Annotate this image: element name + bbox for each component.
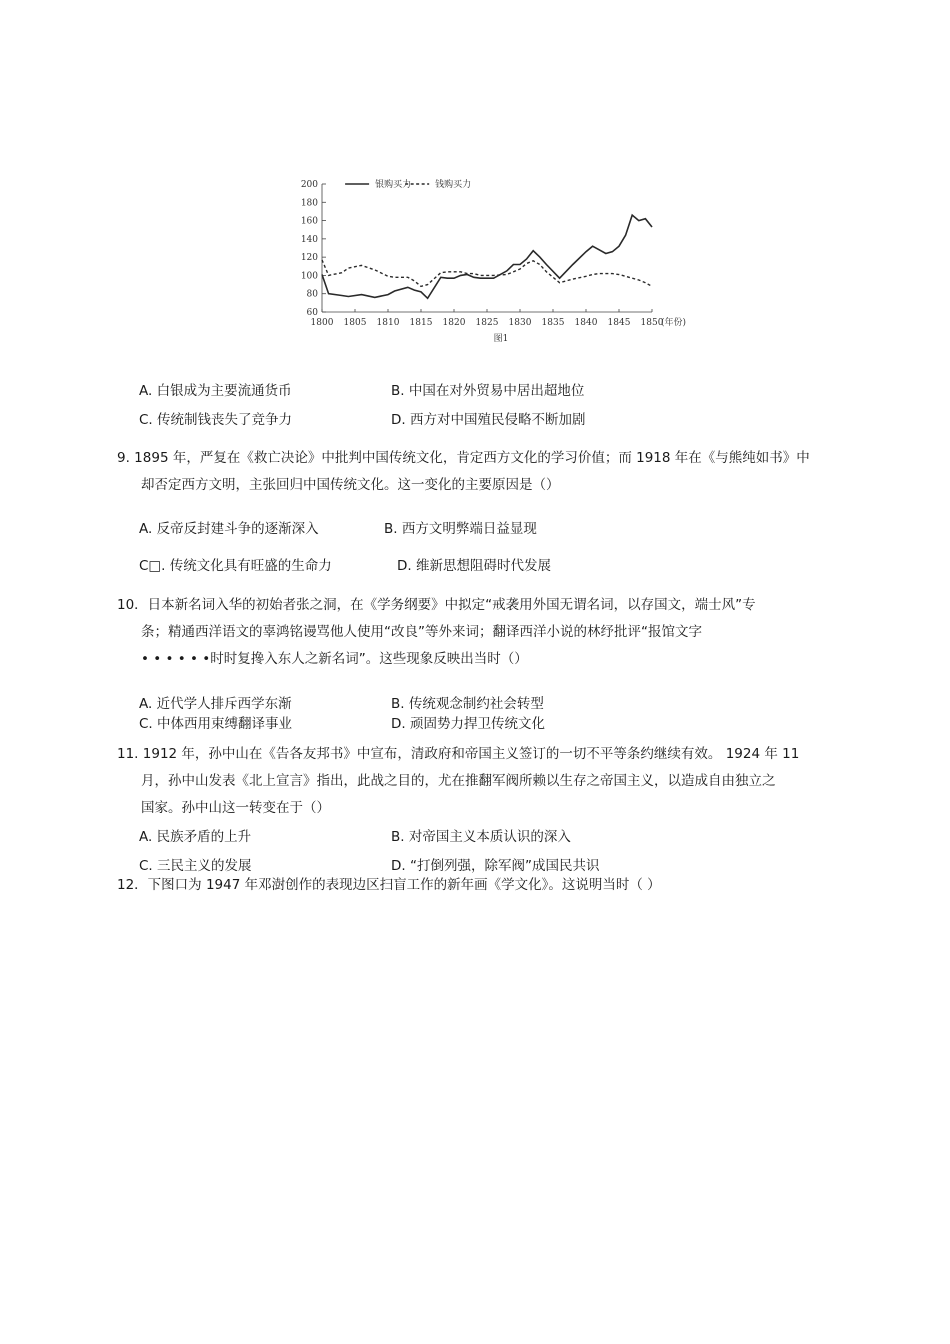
q11-line-2: 月，孙中山发表《北上宣言》指出，此战之目的，尤在推翻军阀所赖以生存之帝国主义，以造成自由独立之 bbox=[141, 773, 776, 789]
q11-line-3: 国家。孙中山这一转变在于（） bbox=[141, 800, 330, 816]
purchasing-power-chart bbox=[280, 170, 687, 350]
x-tick-label: 1815 bbox=[409, 318, 433, 328]
x-tick-label: 1845 bbox=[607, 318, 631, 328]
q10-option-c: C. 中体西用束缚翻译事业 bbox=[139, 716, 293, 732]
q8-option-b: B. 中国在对外贸易中居出超地位 bbox=[391, 383, 585, 399]
x-tick-label: 1800 bbox=[310, 318, 334, 328]
q9-stem bbox=[117, 445, 810, 499]
y-tick-label: 100 bbox=[300, 271, 318, 282]
y-tick-label: 160 bbox=[300, 216, 318, 227]
chart-svg bbox=[280, 170, 687, 350]
x-tick-label: 1805 bbox=[343, 318, 367, 328]
q9-option-b: B. 西方文明弊端日益显现 bbox=[384, 521, 537, 537]
x-tick-label: 1835 bbox=[541, 318, 565, 328]
x-tick-label: 1840 bbox=[574, 318, 598, 328]
q10-option-b: B. 传统观念制约社会转型 bbox=[391, 696, 544, 712]
series-line-2 bbox=[322, 260, 652, 287]
q11-line-1: 11. 1912 年，孙中山在《告各友邦书》中宣布，清政府和帝国主义签订的一切不平等条约继续有效。 1924 年 11 bbox=[117, 746, 800, 762]
x-tick-label: 1825 bbox=[475, 318, 499, 328]
q8-option-a: A. 白银成为主要流通货币 bbox=[139, 383, 292, 399]
q11-option-b: B. 对帝国主义本质认识的深入 bbox=[391, 829, 571, 845]
q10-option-a: A. 近代学人排斥西学东渐 bbox=[139, 696, 292, 712]
q9-line-1: 9. 1895 年，严复在《救亡决论》中批判中国传统文化，肯定西方文化的学习价值；而 1918 年在《与熊纯如书》中 bbox=[117, 450, 810, 466]
legend-label-2: 钱购买力 bbox=[435, 180, 472, 190]
q9-option-d: D. 维新思想阻碍时代发展 bbox=[397, 558, 551, 574]
y-tick-label: 80 bbox=[306, 289, 318, 300]
q11-option-c: C. 三民主义的发展 bbox=[139, 858, 252, 874]
legend-label-1: 银购买力 bbox=[375, 180, 412, 190]
chart-caption: 图1 bbox=[493, 334, 509, 344]
q10-line-3: • • • • • •时时复搀入东人之新名词”。这些现象反映出当时（） bbox=[141, 651, 528, 667]
q11-option-d: D. “打倒列强，除军阀”成国民共识 bbox=[391, 858, 600, 874]
q11-option-a: A. 民族矛盾的上升 bbox=[139, 829, 252, 845]
x-tick-label: 1820 bbox=[442, 318, 466, 328]
x-tick-label: 1850 bbox=[640, 318, 664, 328]
x-axis-label: (年份) bbox=[661, 318, 687, 328]
y-tick-label: 120 bbox=[300, 253, 318, 264]
y-tick-label: 140 bbox=[300, 234, 318, 245]
y-tick-label: 200 bbox=[300, 180, 318, 190]
q8-option-c: C. 传统制钱丧失了竞争力 bbox=[139, 412, 293, 428]
q12-stem: 12．下图口为 1947 年邓澍创作的表现边区扫盲工作的新年画《学文化》。这说明当时（ ） bbox=[117, 877, 661, 893]
y-tick-label: 180 bbox=[300, 198, 318, 209]
q10-option-d: D. 顽固势力捍卫传统文化 bbox=[391, 716, 545, 732]
q10-stem bbox=[117, 592, 756, 673]
q10-line-2: 条；精通西洋语文的辜鸿铭谩骂他人使用“改良”等外来词；翻译西洋小说的林纾批评“报馆文字 bbox=[141, 624, 702, 640]
q11-stem bbox=[117, 741, 799, 822]
q10-line-1: 10．日本新名词入华的初始者张之洞，在《学务纲要》中拟定“戒袭用外国无谓名词，以存国文，端士风”专 bbox=[117, 597, 756, 613]
x-tick-label: 1810 bbox=[376, 318, 400, 328]
series-line-1 bbox=[322, 215, 652, 298]
q9-line-2: 却否定西方文明，主张回归中国传统文化。这一变化的主要原因是（） bbox=[141, 477, 560, 493]
q9-option-c: C□. 传统文化具有旺盛的生命力 bbox=[139, 558, 332, 574]
q9-option-a: A. 反帝反封建斗争的逐渐深入 bbox=[139, 521, 319, 537]
q8-option-d: D. 西方对中国殖民侵略不断加剧 bbox=[391, 412, 586, 428]
y-tick-label: 60 bbox=[306, 308, 318, 318]
x-tick-label: 1830 bbox=[508, 318, 532, 328]
